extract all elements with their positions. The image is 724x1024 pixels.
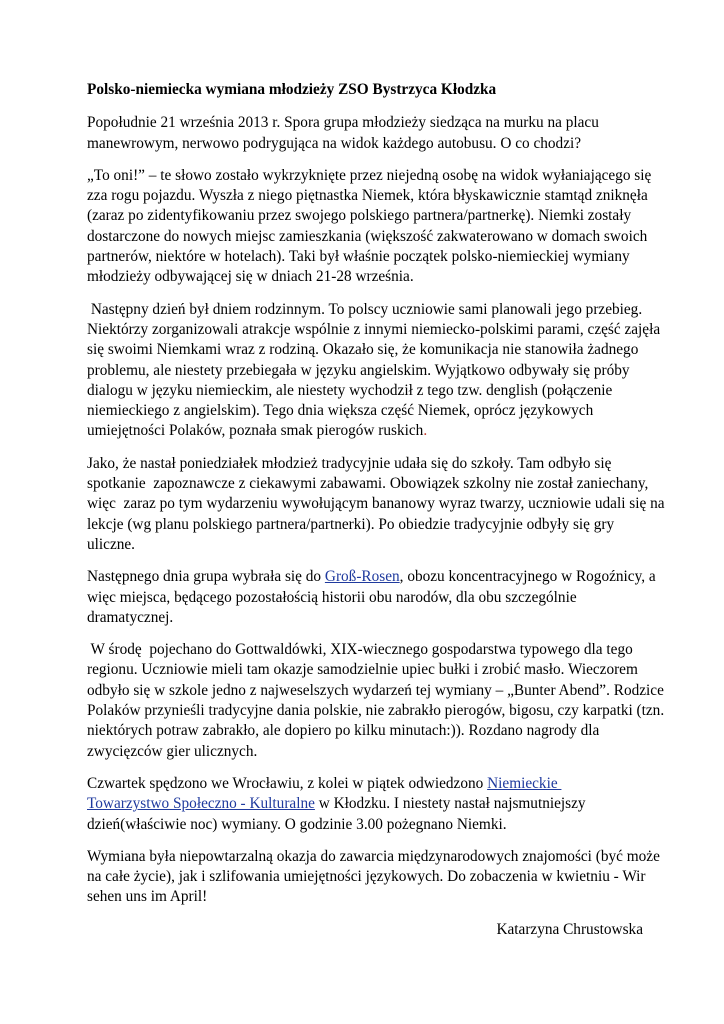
text-line: więc miejsca, będącego pozostałością historii obu narodów, dla obu szczególnie xyxy=(87,588,577,606)
text-line: „To oni!” – te słowo zostało wykrzyknięte przez niejedną osobę na widok wyłaniającego się xyxy=(87,166,652,184)
paragraph-summary xyxy=(87,847,660,908)
text-fragment: Następnego dnia grupa wybrała się do xyxy=(87,568,325,586)
text-line: niemieckiego z angielskim). Tego dnia większa część Niemek, oprócz językowych xyxy=(87,402,594,420)
text-line: Wymiana była niepowtarzalną okazja do zawarcia międzynarodowych znajomości (być może xyxy=(87,847,660,865)
text-line: Następny dzień był dniem rodzinnym. To polscy uczniowie sami planowali jego przebieg. xyxy=(87,300,643,318)
text-line: dostarczone do nowych miejsc zamieszkania (większość zakwaterowano w domach swoich xyxy=(87,227,648,245)
towarzystwo-link-part2[interactable]: Towarzystwo Społeczno - Kulturalne xyxy=(87,795,315,813)
article-title: Polsko-niemiecka wymiana młodzieży ZSO Bystrzyca Kłodzka xyxy=(87,81,497,98)
text-line: dramatycznej. xyxy=(87,608,174,626)
text-line: Popołudnie 21 września 2013 r. Spora grupa młodzieży siedząca na murku na placu xyxy=(87,114,599,132)
text-fragment: umiejętności Polaków, poznała smak pierogów ruskich xyxy=(87,422,424,440)
text-line: więc zaraz po tym wydarzeniu wywołującym bananowy wyraz twarzy, uczniowie udali się na xyxy=(87,495,665,513)
document-page xyxy=(87,80,665,940)
paragraph-school-day xyxy=(87,454,665,555)
text-line: dzień(właściwie noc) wymiany. O godzinie 3.00 pożegnano Niemki. xyxy=(87,815,507,833)
text-line: zwycięzców gier ulicznych. xyxy=(87,742,258,760)
paragraph-intro xyxy=(87,113,643,154)
text-line xyxy=(87,794,643,814)
paragraph-thursday-friday xyxy=(87,774,643,835)
text-line xyxy=(87,421,643,441)
paragraph-family-day xyxy=(87,300,661,442)
text-line: regionu. Uczniowie mieli tam okazje samodzielnie upiec bułki i zrobić masło. Wieczorem xyxy=(87,661,638,679)
text-line: Niektórzy zorganizowali atrakcje wspólnie z innymi niemiecko-polskimi parami, część zajęła xyxy=(87,320,661,338)
text-line: partnerów, niektóre w hotelach). Taki był właśnie początek polsko-niemieckiej wymiany xyxy=(87,248,630,266)
text-line: się swoimi Niemkami wraz z rodziną. Okazało się, że komunikacja nie stanowiła żadnego xyxy=(87,341,639,359)
text-line: uliczne. xyxy=(87,535,135,553)
text-line: odbyło się w szkole jedno z najweselszych wydarzeń tej wymiany – „Bunter Abend”. Rodzice xyxy=(87,681,664,699)
text-line: niektórych potraw zabrakło, ale dopiero po kilku minutach:)). Rozdano nagrody dla xyxy=(87,722,600,740)
author-signature: Katarzyna Chrustowska xyxy=(496,920,643,938)
text-line: problemu, ale niestety przebiegała w języku angielskim. Wyjątkowo odbywały się próby xyxy=(87,361,630,379)
text-fragment: w Kłodzku. I niestety nastał najsmutniejszy xyxy=(314,795,586,813)
text-line: (zaraz po zidentyfikowaniu przez swojego polskiego partnera/partnerkę). Niemki zostały xyxy=(87,207,632,225)
text-line: lekcje (wg planu polskiego partnera/partnerki). Po obiedzie tradycyjnie odbyły się gry xyxy=(87,515,615,533)
text-fragment: Czwartek spędzono we Wrocławiu, z kolei w piątek odwiedzono xyxy=(87,774,488,792)
text-line: młodzieży odbywającej się w dniach 21-28 września. xyxy=(87,268,414,286)
text-line xyxy=(87,567,656,587)
text-line: dialogu w języku niemieckim, ale niestety wychodził z tego tzw. denglish (połączenie xyxy=(87,381,613,399)
text-line: na całe życie), jak i szlifowania umiejętności językowych. Do zobaczenia w kwietniu - Wir xyxy=(87,868,646,886)
red-period: . xyxy=(423,422,428,440)
text-line xyxy=(87,774,643,794)
paragraph-gross-rosen xyxy=(87,567,656,628)
text-line: zza rogu pojazdu. Wyszła z niego piętnastka Niemek, która błyskawicznie stamtąd zniknęła xyxy=(87,187,648,205)
text-line: Polaków przynieśli tradycyjne dania polskie, nie zabrakło pierogów, bigosu, czy karpatki (tzn. xyxy=(87,702,665,720)
text-line: sehen uns im April! xyxy=(87,888,208,906)
text-line: manewrowym, nerwowo podrygująca na widok każdego autobusu. O co chodzi? xyxy=(87,134,582,152)
text-line: Jako, że nastał poniedziałek młodzież tradycyjnie udała się do szkoły. Tam odbyło się xyxy=(87,454,612,472)
towarzystwo-link-part1[interactable]: Niemieckie xyxy=(487,774,562,792)
paragraph-arrival xyxy=(87,166,652,288)
gross-rosen-link[interactable]: Groß-Rosen xyxy=(324,568,400,586)
paragraph-wednesday xyxy=(87,640,665,762)
text-line: W środę pojechano do Gottwaldówki, XIX-wiecznego gospodarstwa typowego dla tego xyxy=(87,641,633,659)
text-fragment: , obozu koncentracyjnego w Rogoźnicy, a xyxy=(399,568,656,586)
text-line: spotkanie zapoznawcze z ciekawymi zabawami. Obowiązek szkolny nie został zaniechany, xyxy=(87,475,649,493)
